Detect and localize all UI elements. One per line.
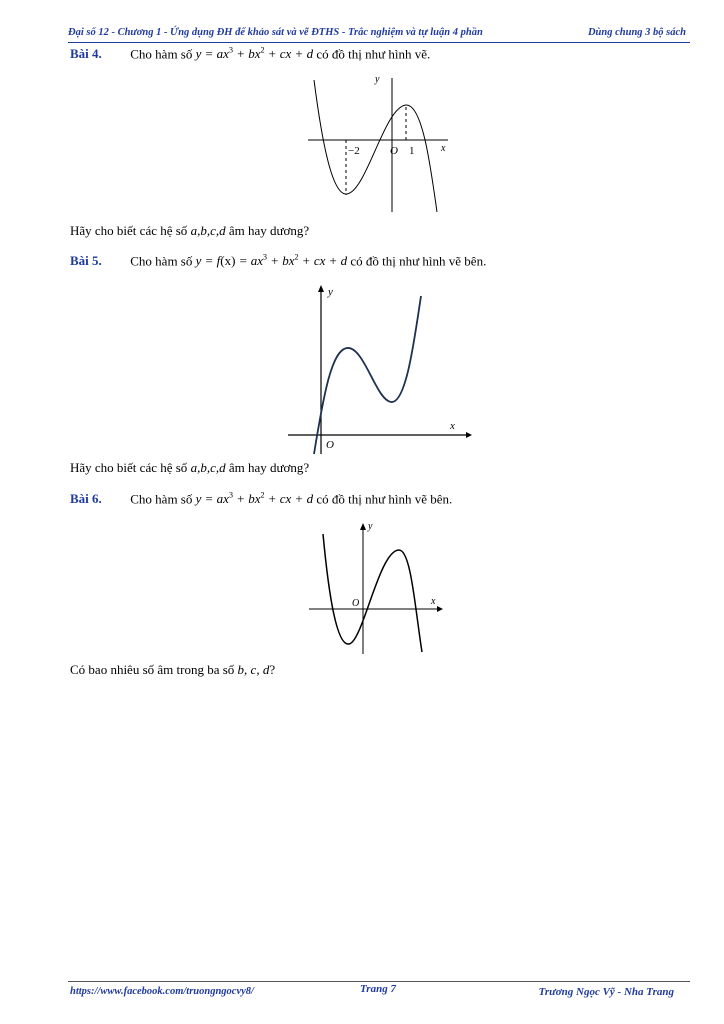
x-axis-arrow — [466, 432, 472, 438]
problem-5-statement — [70, 253, 486, 269]
cubic-curve — [314, 296, 421, 454]
origin-label: O — [352, 598, 360, 609]
problem-5-intro: Cho hàm số — [130, 253, 193, 269]
problem-4-formula: $y = ax^3 + bx^2$ + cx + d — [195, 46, 314, 62]
origin-label: O — [326, 439, 334, 451]
problem-5-formula: $y = f(x) = ax^3 + bx^2$ + cx + d — [195, 253, 348, 269]
footer-divider — [68, 981, 690, 982]
tick-minus-2: −2 — [348, 145, 360, 157]
footer-author: Trương Ngọc Vỹ - Nha Trang — [538, 986, 674, 998]
problem-4-statement — [70, 46, 430, 62]
y-label: y — [368, 521, 373, 532]
problem-5-suffix: có đồ thị như hình vẽ bên. — [350, 253, 487, 269]
cubic-curve — [314, 80, 437, 212]
y-axis-arrow — [318, 285, 324, 292]
problem-6-formula: $y = ax^3 + bx^2$ + cx + d — [195, 491, 314, 507]
problem-4-label: Bài 4. — [70, 46, 102, 62]
problem-5-question: Hãy cho biết các hệ số a,b,c,d âm hay dương? — [70, 460, 310, 475]
header-title: Đại số 12 - Chương 1 - Ứng dụng ĐH để khảo sát và vẽ ĐTHS - Trắc nghiệm và tự luận 4 phần — [68, 27, 483, 38]
y-axis-arrow — [360, 523, 366, 530]
header-divider — [68, 42, 690, 43]
problem-6-question: Có bao nhiêu số âm trong ba số b, c, d? — [70, 662, 276, 677]
y-label: y — [375, 74, 380, 85]
problem-4-intro: Cho hàm số — [130, 46, 193, 62]
problem-6-statement — [70, 491, 452, 507]
origin-label: O — [390, 145, 398, 157]
problem-6-graph — [305, 518, 450, 656]
tick-1: 1 — [409, 145, 415, 157]
page-number: Trang 7 — [360, 983, 396, 995]
problem-4-suffix: có đồ thị như hình vẽ. — [316, 46, 431, 62]
cubic-curve — [323, 534, 422, 652]
y-label: y — [328, 286, 333, 298]
problem-6-suffix: có đồ thị như hình vẽ bên. — [316, 491, 453, 507]
problem-5-label: Bài 5. — [70, 253, 102, 269]
problem-6-intro: Cho hàm số — [130, 491, 193, 507]
header-series: Dùng chung 3 bộ sách — [587, 27, 686, 38]
problem-5-graph — [284, 282, 474, 457]
x-label: x — [431, 596, 436, 607]
footer-facebook-link[interactable]: https://www.facebook.com/truongngocvy8/ — [70, 986, 254, 997]
problem-6-label: Bài 6. — [70, 491, 102, 507]
problem-4-question: Hãy cho biết các hệ số a,b,c,d âm hay dương? — [70, 223, 310, 238]
x-label: x — [441, 143, 446, 154]
x-axis-arrow — [437, 606, 443, 612]
page-header — [68, 26, 690, 42]
problem-4-graph — [300, 72, 460, 217]
x-label: x — [450, 420, 455, 432]
